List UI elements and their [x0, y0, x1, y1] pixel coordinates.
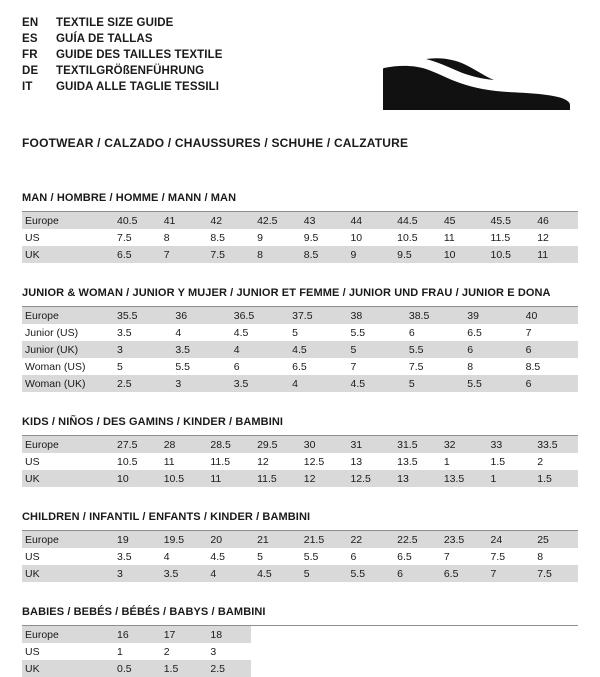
size-cell: 5.5: [169, 358, 227, 375]
size-cell: 10: [111, 470, 158, 487]
size-cell: 5: [286, 324, 344, 341]
size-cell: 4: [286, 375, 344, 392]
size-cell: 3.5: [169, 341, 227, 358]
size-cell: 11: [204, 470, 251, 487]
size-cell: 7.5: [204, 246, 251, 263]
size-cell: 7: [520, 324, 578, 341]
table-row: [22, 341, 578, 358]
language-code: FR: [22, 49, 38, 61]
size-cell: 4: [228, 341, 286, 358]
size-cell: 1: [485, 470, 532, 487]
size-cell: [344, 643, 391, 660]
size-cell: 32: [438, 436, 485, 453]
size-cell: 33: [485, 436, 532, 453]
size-cell: 4.5: [286, 341, 344, 358]
size-cell: 5: [298, 565, 345, 582]
size-cell: [344, 626, 391, 643]
language-title: GUIDE DES TAILLES TEXTILE: [56, 49, 223, 61]
size-cell: 36.5: [228, 307, 286, 324]
size-cell: 2.5: [111, 375, 169, 392]
size-cell: 45: [438, 212, 485, 229]
size-cell: [251, 626, 298, 643]
size-cell: 3: [111, 565, 158, 582]
size-cell: 8: [251, 246, 298, 263]
dress-shoe-icon: [382, 32, 572, 118]
size-cell: 5.5: [344, 565, 391, 582]
size-cell: 46: [531, 212, 578, 229]
header: [22, 16, 578, 118]
size-cell: 8.5: [520, 358, 578, 375]
size-sections: [22, 192, 578, 677]
size-cell: 6: [520, 341, 578, 358]
size-cell: 43: [298, 212, 345, 229]
row-label: Junior (UK): [22, 341, 111, 358]
size-cell: 21.5: [298, 531, 345, 548]
size-cell: 6: [391, 565, 438, 582]
language-row: [22, 32, 223, 47]
size-cell: 5: [111, 358, 169, 375]
table-row: [22, 358, 578, 375]
table-row: [22, 470, 578, 487]
size-cell: 4: [204, 565, 251, 582]
size-cell: 44.5: [391, 212, 438, 229]
size-cell: 35.5: [111, 307, 169, 324]
size-cell: 4.5: [228, 324, 286, 341]
row-label: UK: [22, 246, 111, 263]
size-cell: 12.5: [298, 453, 345, 470]
size-cell: [531, 626, 578, 643]
size-cell: 10.5: [158, 470, 205, 487]
size-cell: 5: [403, 375, 461, 392]
size-section: [22, 511, 578, 582]
size-cell: 6: [228, 358, 286, 375]
size-cell: 19.5: [158, 531, 205, 548]
size-cell: 5.5: [298, 548, 345, 565]
row-label: Europe: [22, 212, 111, 229]
size-cell: 12: [298, 470, 345, 487]
size-cell: [485, 660, 532, 677]
size-cell: 4: [158, 548, 205, 565]
table-row: [22, 436, 578, 453]
size-table: [22, 436, 578, 487]
size-cell: 10: [344, 229, 391, 246]
size-table: [22, 626, 578, 677]
size-cell: 23.5: [438, 531, 485, 548]
table-row: [22, 626, 578, 643]
size-cell: 24: [485, 531, 532, 548]
size-cell: [438, 643, 485, 660]
size-cell: 5: [345, 341, 403, 358]
size-table: [22, 531, 578, 582]
section-title: KIDS / NIÑOS / DES GAMINS / KINDER / BAMBINI: [22, 416, 284, 428]
size-cell: 7.5: [403, 358, 461, 375]
size-cell: 38.5: [403, 307, 461, 324]
size-cell: [391, 643, 438, 660]
size-cell: 42.5: [251, 212, 298, 229]
size-cell: 3.5: [158, 565, 205, 582]
size-cell: 28.5: [204, 436, 251, 453]
size-cell: 9: [251, 229, 298, 246]
size-section: [22, 287, 578, 392]
language-title: GUIDA ALLE TAGLIE TESSILI: [56, 81, 220, 93]
size-cell: [298, 643, 345, 660]
row-label: US: [22, 229, 111, 246]
size-table: [22, 212, 578, 263]
size-cell: 8.5: [204, 229, 251, 246]
size-section: [22, 606, 578, 677]
size-cell: 6: [403, 324, 461, 341]
size-cell: 1: [111, 643, 158, 660]
size-cell: 4: [169, 324, 227, 341]
size-cell: 6: [520, 375, 578, 392]
size-cell: 21: [251, 531, 298, 548]
section-title: MAN / HOMBRE / HOMME / MANN / MAN: [22, 192, 237, 204]
size-cell: 8.5: [298, 246, 345, 263]
size-cell: 10.5: [111, 453, 158, 470]
size-section: [22, 192, 578, 263]
size-cell: 11.5: [485, 229, 532, 246]
section-title: JUNIOR & WOMAN / JUNIOR Y MUJER / JUNIOR ET FEMME / JUNIOR UND FRAU / JUNIOR E DONA: [22, 287, 551, 299]
size-cell: 12.5: [344, 470, 391, 487]
row-label: Woman (UK): [22, 375, 111, 392]
size-cell: 19: [111, 531, 158, 548]
size-cell: 2.5: [204, 660, 251, 677]
row-label: Junior (US): [22, 324, 111, 341]
size-cell: 5.5: [403, 341, 461, 358]
table-row: [22, 212, 578, 229]
size-cell: 8: [461, 358, 519, 375]
table-row: [22, 453, 578, 470]
language-title: GUÍA DE TALLAS: [56, 33, 153, 45]
row-label: US: [22, 453, 111, 470]
row-label: UK: [22, 565, 111, 582]
table-row: [22, 307, 578, 324]
size-cell: 11: [531, 246, 578, 263]
table-row: [22, 643, 578, 660]
size-cell: [298, 660, 345, 677]
size-cell: [391, 660, 438, 677]
size-cell: [391, 626, 438, 643]
size-cell: 7: [158, 246, 205, 263]
size-cell: 5.5: [461, 375, 519, 392]
row-label: US: [22, 548, 111, 565]
size-cell: [251, 660, 298, 677]
section-title: CHILDREN / INFANTIL / ENFANTS / KINDER / BAMBINI: [22, 511, 311, 523]
size-cell: 5: [251, 548, 298, 565]
size-cell: 7.5: [111, 229, 158, 246]
size-cell: 1.5: [531, 470, 578, 487]
size-cell: 3.5: [111, 324, 169, 341]
size-cell: [531, 660, 578, 677]
language-row: [22, 64, 223, 79]
row-label: Europe: [22, 436, 111, 453]
language-title: TEXTILGRÖßENFÜHRUNG: [56, 65, 205, 77]
row-label: Europe: [22, 307, 111, 324]
size-cell: [298, 626, 345, 643]
size-cell: 10.5: [485, 246, 532, 263]
language-code: IT: [22, 81, 33, 93]
size-cell: 9.5: [391, 246, 438, 263]
table-row: [22, 660, 578, 677]
size-section: [22, 416, 578, 487]
size-cell: [485, 626, 532, 643]
size-cell: 29.5: [251, 436, 298, 453]
size-cell: 2: [531, 453, 578, 470]
size-cell: 17: [158, 626, 205, 643]
language-code: ES: [22, 33, 38, 45]
section-title: BABIES / BEBÉS / BÉBÉS / BABYS / BAMBINI: [22, 606, 266, 618]
row-label: UK: [22, 660, 111, 677]
size-cell: 4.5: [251, 565, 298, 582]
size-cell: 7.5: [531, 565, 578, 582]
language-row: [22, 48, 223, 63]
size-cell: [438, 626, 485, 643]
size-cell: 8: [158, 229, 205, 246]
size-cell: 7: [485, 565, 532, 582]
table-row: [22, 565, 578, 582]
size-cell: 3: [204, 643, 251, 660]
size-cell: 31: [344, 436, 391, 453]
size-cell: 44: [344, 212, 391, 229]
language-code: DE: [22, 65, 39, 77]
table-row: [22, 375, 578, 392]
size-cell: 40: [520, 307, 578, 324]
size-cell: 38: [345, 307, 403, 324]
size-cell: 31.5: [391, 436, 438, 453]
size-cell: 7: [438, 548, 485, 565]
table-row: [22, 531, 578, 548]
size-cell: [344, 660, 391, 677]
size-cell: 13: [344, 453, 391, 470]
size-cell: 41: [158, 212, 205, 229]
size-cell: 20: [204, 531, 251, 548]
size-cell: 12: [251, 453, 298, 470]
size-cell: 11.5: [204, 453, 251, 470]
row-label: Woman (US): [22, 358, 111, 375]
size-cell: 1.5: [158, 660, 205, 677]
size-cell: 11: [158, 453, 205, 470]
size-cell: 11: [438, 229, 485, 246]
row-label: Europe: [22, 626, 111, 643]
size-cell: 2: [158, 643, 205, 660]
size-cell: 6.5: [461, 324, 519, 341]
row-label: Europe: [22, 531, 111, 548]
size-cell: 33.5: [531, 436, 578, 453]
size-table: [22, 307, 578, 392]
size-cell: 12: [531, 229, 578, 246]
size-cell: 28: [158, 436, 205, 453]
table-row: [22, 324, 578, 341]
size-cell: 6.5: [286, 358, 344, 375]
size-cell: 1.5: [485, 453, 532, 470]
size-cell: 11.5: [251, 470, 298, 487]
size-cell: 8: [531, 548, 578, 565]
size-cell: 13.5: [391, 453, 438, 470]
size-cell: 40.5: [111, 212, 158, 229]
size-cell: 9.5: [298, 229, 345, 246]
size-cell: 3: [111, 341, 169, 358]
size-cell: 42: [204, 212, 251, 229]
size-cell: 22: [344, 531, 391, 548]
row-label: UK: [22, 470, 111, 487]
size-cell: 18: [204, 626, 251, 643]
size-cell: 22.5: [391, 531, 438, 548]
size-cell: 13: [391, 470, 438, 487]
table-row: [22, 548, 578, 565]
size-cell: 39: [461, 307, 519, 324]
size-cell: 27.5: [111, 436, 158, 453]
size-cell: 6.5: [438, 565, 485, 582]
size-cell: 9: [344, 246, 391, 263]
size-cell: 6: [461, 341, 519, 358]
size-cell: [251, 643, 298, 660]
size-cell: 16: [111, 626, 158, 643]
size-cell: 6.5: [111, 246, 158, 263]
size-cell: [531, 643, 578, 660]
size-cell: 4.5: [204, 548, 251, 565]
language-row: [22, 80, 223, 95]
language-list: [22, 16, 223, 95]
row-label: US: [22, 643, 111, 660]
size-cell: 37.5: [286, 307, 344, 324]
table-row: [22, 246, 578, 263]
size-cell: 3.5: [228, 375, 286, 392]
table-row: [22, 229, 578, 246]
size-cell: 3: [169, 375, 227, 392]
size-cell: 6.5: [391, 548, 438, 565]
size-cell: 5.5: [345, 324, 403, 341]
size-cell: [438, 660, 485, 677]
size-cell: 7.5: [485, 548, 532, 565]
size-cell: 10.5: [391, 229, 438, 246]
size-cell: [485, 643, 532, 660]
size-cell: 13.5: [438, 470, 485, 487]
page-subtitle: FOOTWEAR / CALZADO / CHAUSSURES / SCHUHE / CALZATURE: [22, 136, 409, 150]
size-cell: 10: [438, 246, 485, 263]
language-title: TEXTILE SIZE GUIDE: [56, 17, 174, 29]
size-cell: 36: [169, 307, 227, 324]
language-code: EN: [22, 17, 39, 29]
size-cell: 7: [345, 358, 403, 375]
size-cell: 0.5: [111, 660, 158, 677]
size-cell: 30: [298, 436, 345, 453]
size-cell: 1: [438, 453, 485, 470]
size-cell: 45.5: [485, 212, 532, 229]
size-cell: 6: [344, 548, 391, 565]
size-cell: 25: [531, 531, 578, 548]
size-cell: 3.5: [111, 548, 158, 565]
language-row: [22, 16, 223, 31]
size-cell: 4.5: [345, 375, 403, 392]
